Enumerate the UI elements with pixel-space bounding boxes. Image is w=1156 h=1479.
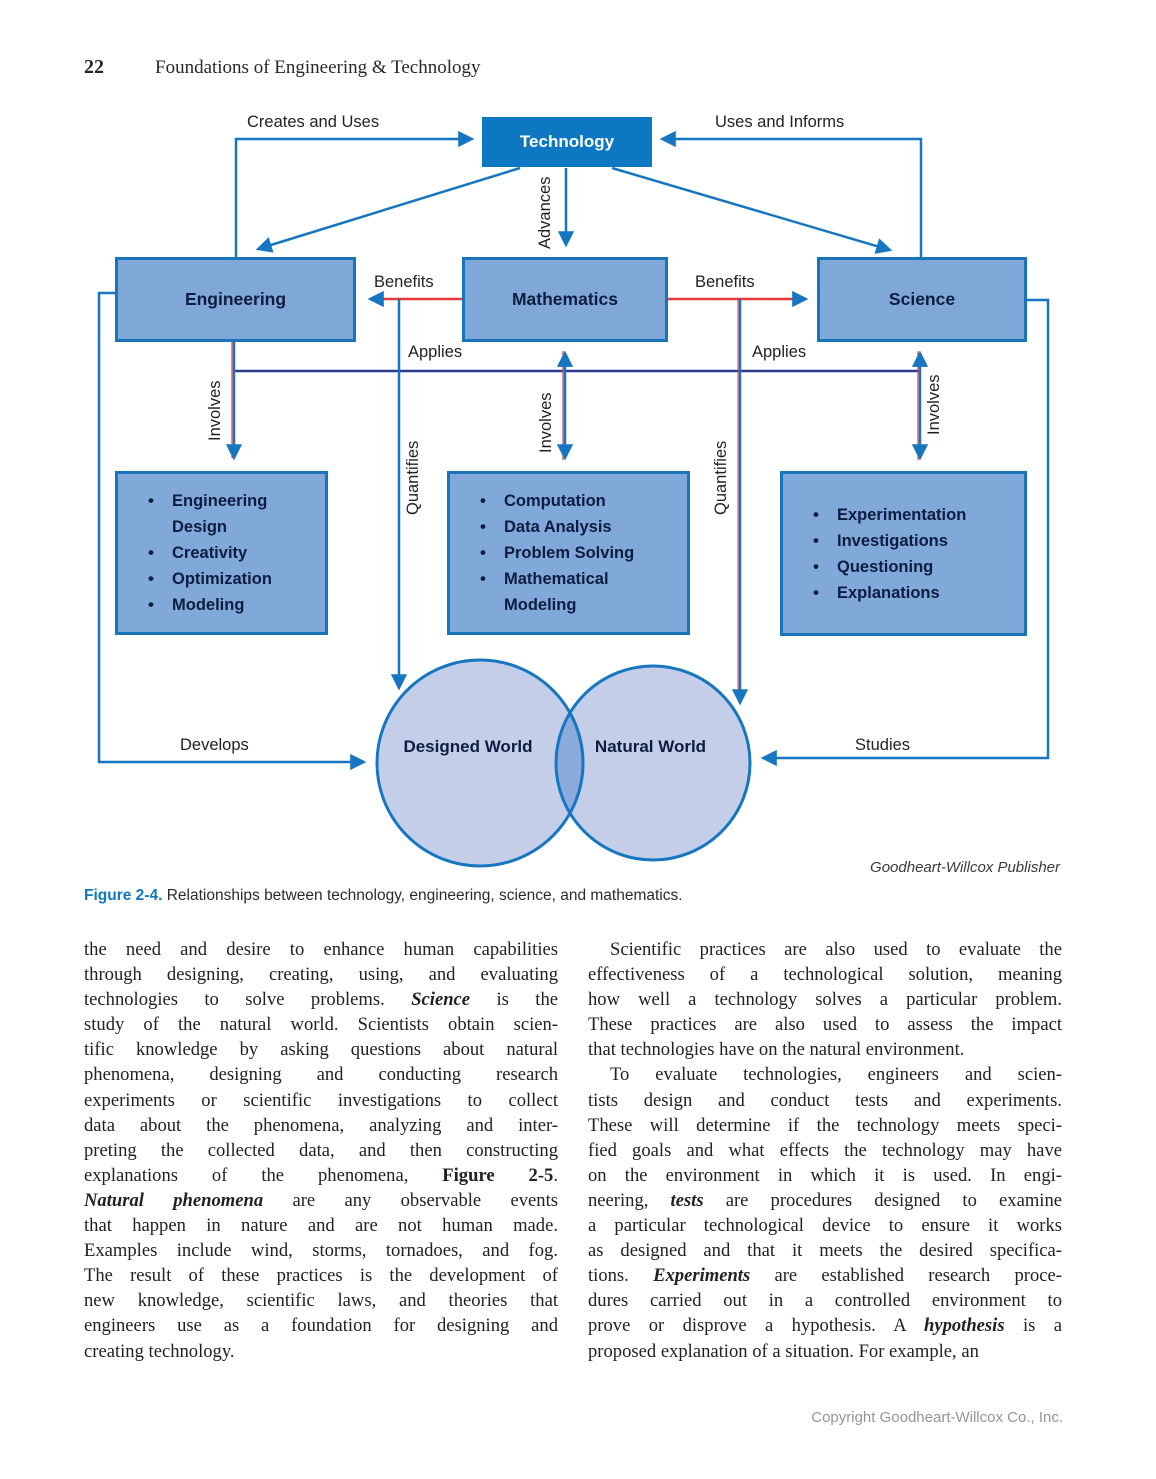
text-run: experiments or scientific investigations to collect — [84, 1089, 558, 1111]
text-line — [588, 1163, 1062, 1188]
text-line — [84, 1238, 558, 1263]
page-number: 22 — [84, 56, 104, 78]
text-line — [84, 1037, 558, 1062]
text-line — [84, 1012, 558, 1037]
text-line — [84, 1088, 558, 1113]
label-studies: Studies — [855, 736, 911, 754]
text-line — [84, 1313, 558, 1338]
list-item-text: Experimentation — [837, 505, 967, 524]
node-technology: Technology — [482, 117, 652, 167]
text-run: tists design and conduct tests and experiments. — [588, 1089, 1062, 1111]
list-item — [813, 580, 1018, 606]
text-run: . — [553, 1164, 558, 1186]
text-line — [84, 1113, 558, 1138]
text-run: are established research proce- — [750, 1265, 1062, 1287]
list-item-text: Data Analysis — [504, 518, 612, 536]
node-science: Science — [817, 257, 1027, 342]
text-run: To evaluate technologies, engineers and scien- — [610, 1064, 1062, 1086]
figure-caption-label: Figure 2-4. — [84, 887, 163, 904]
text-run: preting the collected data, and then constructing — [84, 1139, 558, 1161]
arrow-technology-to-engineering — [258, 168, 520, 249]
list-item-text: Computation — [504, 492, 606, 510]
text-run: as designed and that it meets the desired specifica- — [588, 1240, 1062, 1262]
list-item-text: Problem Solving — [504, 544, 635, 562]
text-line — [588, 1339, 1062, 1364]
text-run: These practices are also used to assess the impact — [588, 1014, 1062, 1036]
running-head: Foundations of Engineering & Technology — [155, 57, 481, 78]
label-applies-right: Applies — [752, 343, 807, 361]
text-run: study of the natural world. Scientists obtain scien- — [84, 1014, 558, 1036]
list-item-text: Modeling — [172, 596, 245, 614]
text-run: are any observable events — [263, 1189, 558, 1211]
text-line — [84, 1339, 558, 1364]
key-term: Science — [411, 989, 471, 1011]
label-benefits-left: Benefits — [374, 273, 434, 291]
bullet-icon: • — [148, 543, 154, 562]
node-engineering: Engineering — [115, 257, 356, 342]
text-run: on the environment in which it is used. In engi- — [588, 1164, 1062, 1186]
bullet-icon: • — [813, 556, 819, 576]
list-item — [813, 502, 1018, 528]
figure-credit: Goodheart-Willcox Publisher — [870, 859, 1060, 876]
text-line — [588, 1238, 1062, 1263]
bullet-icon: • — [148, 569, 154, 588]
copyright-footer: Copyright Goodheart-Willcox Co., Inc. — [811, 1409, 1063, 1426]
text-run: dures carried out in a controlled environment to — [588, 1290, 1062, 1312]
arrow-engineering-to-technology — [236, 139, 472, 257]
list-item — [480, 488, 681, 514]
list-item — [148, 488, 319, 540]
text-run: through designing, creating, using, and evaluating — [84, 964, 558, 986]
text-run: technologies to solve problems. — [84, 989, 412, 1011]
text-run: data about the phenomena, analyzing and inter- — [84, 1114, 558, 1136]
label-applies-left: Applies — [408, 343, 463, 361]
figure-caption-text: Relationships between technology, engineering, science, and mathematics. — [166, 887, 683, 904]
text-run: These will determine if the technology meets speci- — [588, 1114, 1062, 1136]
key-term: tests — [670, 1189, 704, 1211]
text-line — [84, 1188, 558, 1213]
text-run: fied goals and what effects the technology may have — [588, 1139, 1062, 1161]
list-item-text: Creativity — [172, 544, 248, 562]
text-run: tions. — [588, 1265, 654, 1287]
text-run: are procedures designed to examine — [703, 1189, 1062, 1211]
text-line — [588, 1313, 1062, 1338]
key-term: Figure 2-5 — [442, 1164, 554, 1186]
mathematics-practices-list — [447, 471, 690, 635]
list-item-text: Investigations — [837, 531, 948, 550]
label-involves-mathematics: Involves — [537, 392, 555, 454]
text-line — [84, 1213, 558, 1238]
label-advances: Advances — [536, 176, 554, 249]
bullet-icon: • — [148, 491, 154, 510]
text-run: is the — [470, 989, 558, 1011]
text-run: Examples include wind, storms, tornadoes, and fog. — [84, 1240, 558, 1262]
text-run: that happen in nature and are not human made. — [84, 1215, 558, 1237]
text-line — [588, 1012, 1062, 1037]
list-item-text: Engineering Design — [172, 492, 268, 536]
text-run: prove or disprove a hypothesis. A — [588, 1315, 924, 1337]
engineering-practices-list — [115, 471, 328, 635]
text-line — [588, 1213, 1062, 1238]
text-line — [84, 962, 558, 987]
bullet-icon: • — [480, 491, 486, 510]
text-line — [588, 987, 1062, 1012]
text-run: phenomena, designing and conducting research — [84, 1064, 558, 1086]
key-term: Experiments — [653, 1265, 751, 1287]
text-run: a particular technological device to ensure it works — [588, 1215, 1062, 1237]
text-run: is a — [1004, 1315, 1062, 1337]
node-mathematics: Mathematics — [462, 257, 668, 342]
list-item — [148, 592, 319, 618]
label-involves-science: Involves — [925, 374, 943, 436]
text-run: creating technology. — [84, 1340, 235, 1362]
list-item — [480, 514, 681, 540]
text-line — [588, 1138, 1062, 1163]
text-run: how well a technology solves a particular problem. — [588, 989, 1062, 1011]
text-run: proposed explanation of a situation. For example, an — [588, 1340, 979, 1362]
list-item-text: Explanations — [837, 583, 940, 602]
label-uses-and-informs: Uses and Informs — [715, 113, 845, 131]
key-term: Natural phenomena — [84, 1189, 264, 1211]
text-line — [588, 1062, 1062, 1087]
text-run: effectiveness of a technological solution, meaning — [588, 964, 1062, 986]
text-line — [84, 1138, 558, 1163]
list-item-text: Optimization — [172, 570, 272, 588]
text-run: new knowledge, scientific laws, and theories that — [84, 1290, 558, 1312]
text-line — [588, 1288, 1062, 1313]
text-run: The result of these practices is the development of — [84, 1265, 558, 1287]
list-item — [148, 566, 319, 592]
bullet-icon: • — [813, 582, 819, 602]
label-develops: Develops — [180, 736, 249, 754]
text-line — [588, 1263, 1062, 1288]
text-line — [84, 1263, 558, 1288]
bullet-icon: • — [480, 517, 486, 536]
text-line — [84, 1288, 558, 1313]
label-creates-and-uses: Creates and Uses — [247, 113, 380, 131]
science-practices-list — [780, 471, 1027, 636]
list-item — [148, 540, 319, 566]
label-quantifies-right: Quantifies — [712, 440, 730, 516]
text-run: tific knowledge by asking questions about natural — [84, 1039, 558, 1061]
body-text-left-column — [84, 937, 558, 1364]
list-item — [480, 540, 681, 566]
text-run: neering, — [588, 1189, 671, 1211]
bullet-icon: • — [813, 530, 819, 550]
label-benefits-right: Benefits — [695, 273, 755, 291]
text-line — [588, 1037, 1062, 1062]
text-line — [588, 937, 1062, 962]
text-line — [84, 987, 558, 1012]
text-run: engineers use as a foundation for designing and — [84, 1315, 558, 1337]
label-quantifies-left: Quantifies — [404, 440, 422, 516]
text-line — [84, 1163, 558, 1188]
body-text-right-column — [588, 937, 1062, 1364]
text-run: explanations of the phenomena, — [84, 1164, 443, 1186]
key-term: hypothesis — [923, 1315, 1005, 1337]
text-line — [84, 1062, 558, 1087]
label-designed-world: Designed World — [403, 737, 533, 756]
list-item — [813, 554, 1018, 580]
list-item-text: Questioning — [837, 557, 934, 576]
text-line — [588, 1113, 1062, 1138]
bullet-icon: • — [480, 569, 486, 588]
list-item — [813, 528, 1018, 554]
bullet-icon: • — [813, 504, 819, 524]
arrow-technology-to-science — [612, 168, 890, 250]
text-line — [588, 1188, 1062, 1213]
list-item — [480, 566, 681, 618]
bullet-icon: • — [480, 543, 486, 562]
text-line — [588, 1088, 1062, 1113]
text-line — [84, 937, 558, 962]
bullet-icon: • — [148, 595, 154, 614]
list-item-text: Mathematical Modeling — [504, 570, 609, 614]
text-run: the need and desire to enhance human capabilities — [84, 939, 558, 960]
text-line — [588, 962, 1062, 987]
text-run: Scientific practices are also used to evaluate the — [610, 939, 1062, 960]
figure-caption — [84, 887, 1004, 905]
label-natural-world: Natural World — [594, 737, 707, 756]
arrow-science-to-technology — [662, 139, 921, 257]
label-involves-engineering: Involves — [206, 380, 224, 442]
text-run: that technologies have on the natural environment. — [588, 1039, 965, 1061]
